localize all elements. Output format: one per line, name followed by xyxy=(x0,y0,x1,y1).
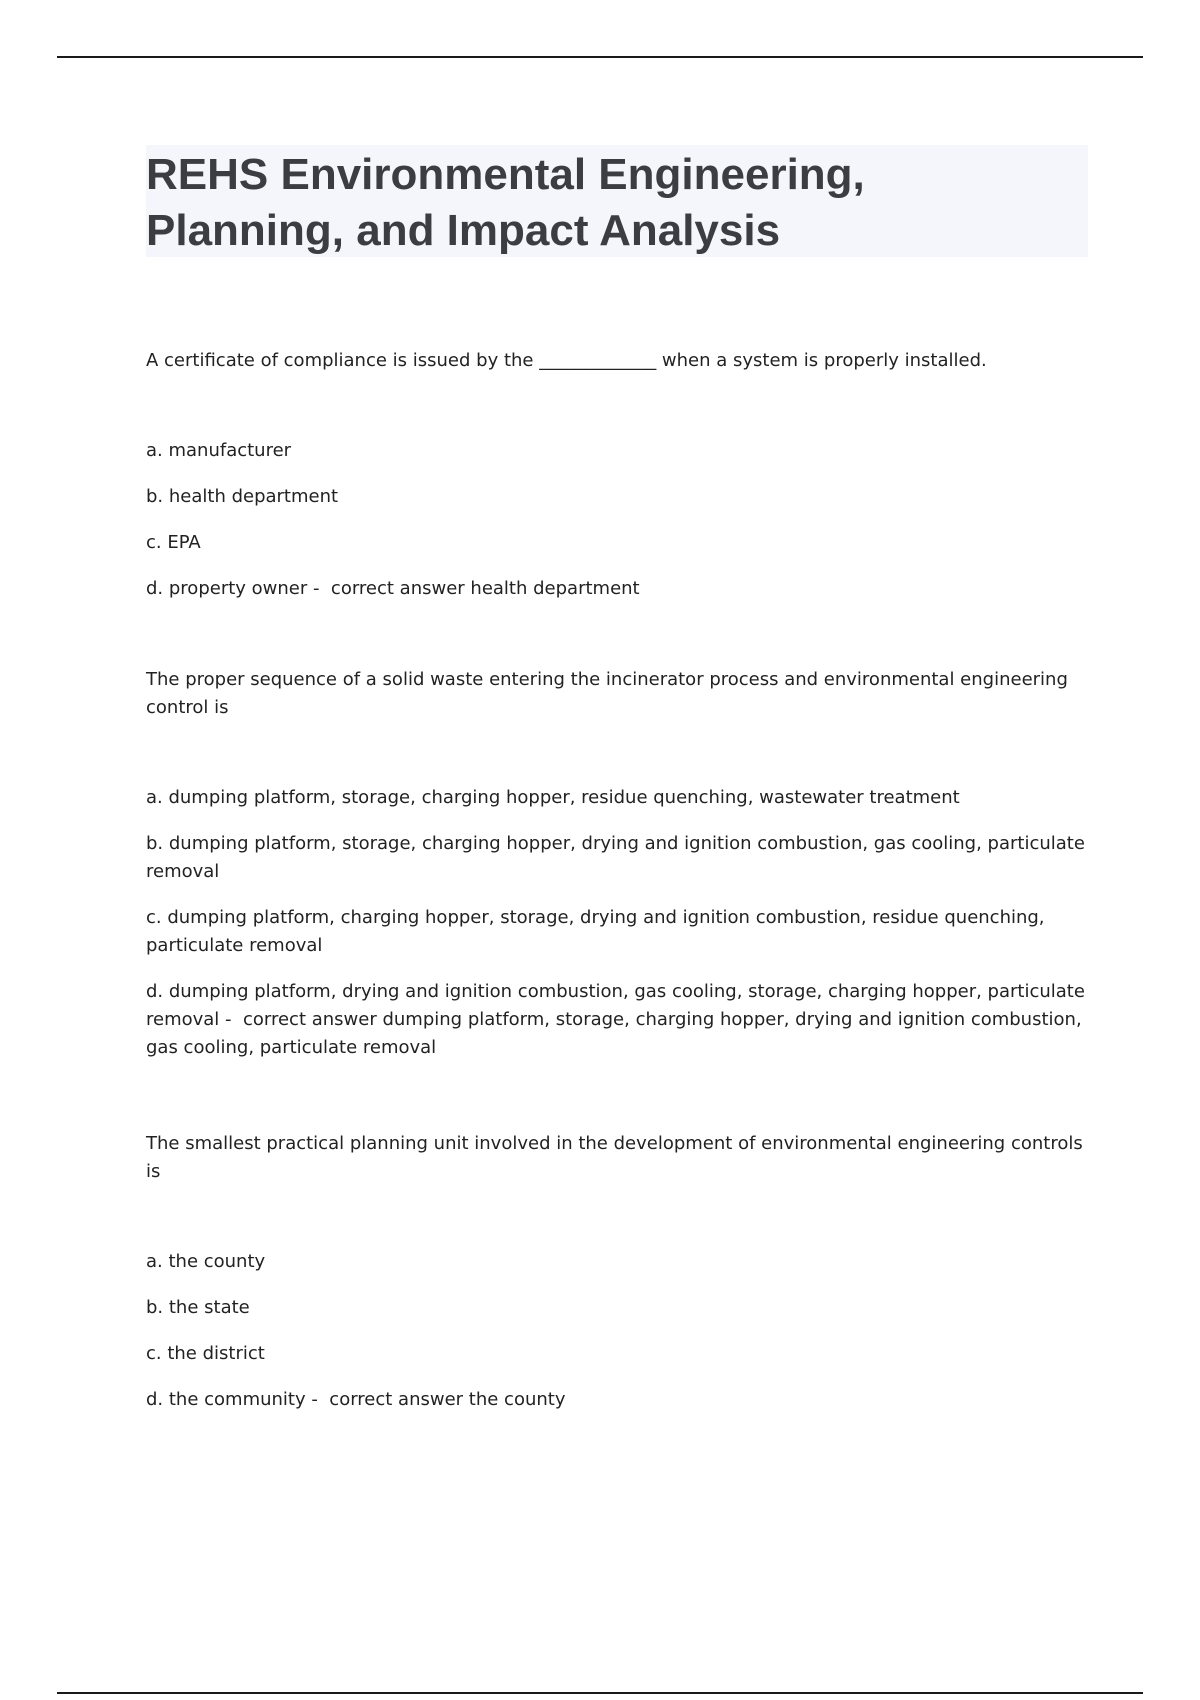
answer-label: - correct answer xyxy=(305,1389,469,1410)
question-text: A certificate of compliance is issued by the _____________ when a system is properly installed. xyxy=(146,350,987,371)
option-d-with-answer xyxy=(146,978,1086,1062)
option-d-with-answer xyxy=(146,575,1086,603)
option-b: b. the state xyxy=(146,1297,250,1318)
correct-answer: dumping platform, storage, charging hopper, drying and ignition combustion, gas cooling, particulate removal xyxy=(146,1009,1082,1058)
top-rule xyxy=(57,56,1143,58)
question-block-3 xyxy=(146,1130,1086,1414)
correct-answer: health department xyxy=(470,578,640,599)
option-d: d. property owner xyxy=(146,578,308,599)
page-title-line-2: Planning, and Impact Analysis xyxy=(146,206,781,255)
answer-label: - correct answer xyxy=(219,1009,383,1030)
question-block-2 xyxy=(146,666,1086,1062)
question-block-1 xyxy=(146,347,1086,603)
option-c: c. the district xyxy=(146,1343,265,1364)
option-b: b. health department xyxy=(146,486,339,507)
question-text: The smallest practical planning unit involved in the development of environmental engineering controls is xyxy=(146,1133,1083,1182)
option-c: c. dumping platform, charging hopper, storage, drying and ignition combustion, residue quenching, particulate removal xyxy=(146,907,1045,956)
option-c: c. EPA xyxy=(146,532,201,553)
option-a: a. manufacturer xyxy=(146,440,292,461)
page-title-line-1: REHS Environmental Engineering, xyxy=(146,150,865,199)
option-b: b. dumping platform, storage, charging hopper, drying and ignition combustion, gas cooling, particulate removal xyxy=(146,833,1085,882)
option-d-with-answer xyxy=(146,1386,1086,1414)
option-list xyxy=(146,1248,1086,1414)
question-text: The proper sequence of a solid waste entering the incinerator process and environmental engineering control is xyxy=(146,669,1068,718)
option-a: a. dumping platform, storage, charging hopper, residue quenching, wastewater treatment xyxy=(146,787,960,808)
option-a: a. the county xyxy=(146,1251,266,1272)
option-list xyxy=(146,784,1086,1062)
answer-label: - correct answer xyxy=(307,578,471,599)
option-list xyxy=(146,437,1086,603)
correct-answer: the county xyxy=(468,1389,566,1410)
option-d: d. dumping platform, drying and ignition combustion, gas cooling, storage, charging hopper, particulate removal xyxy=(146,981,1085,1030)
option-d: d. the community xyxy=(146,1389,306,1410)
bottom-rule xyxy=(57,1692,1143,1694)
